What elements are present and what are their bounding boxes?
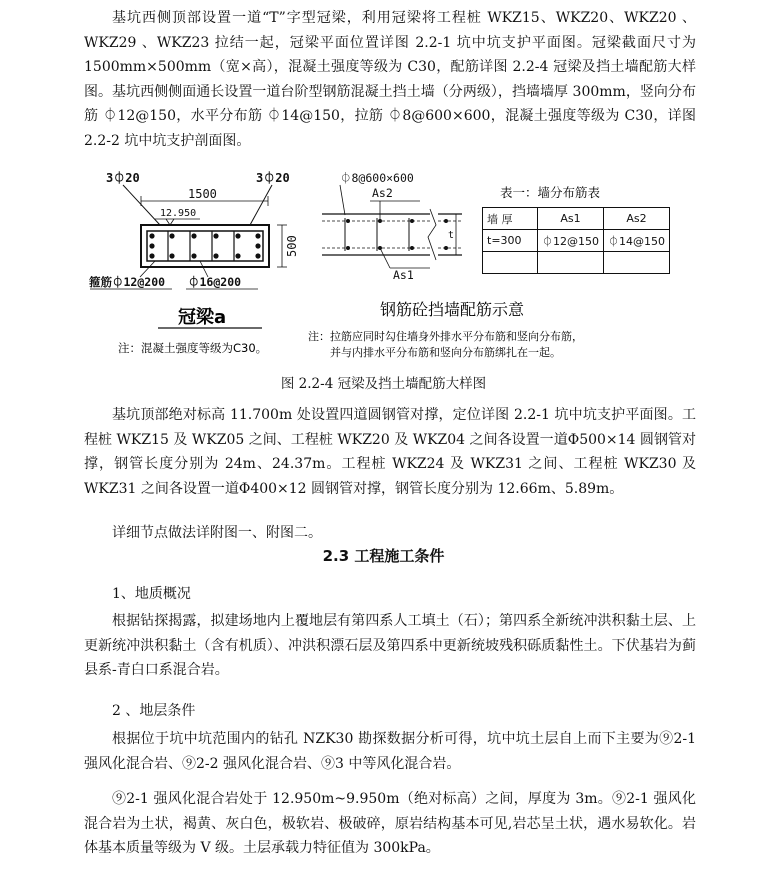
section-title: 2.3 工程施工条件 <box>322 547 445 565</box>
beam-elevation-label: 12.950 <box>160 208 197 219</box>
beam-stirrup-label: 箍筋⏀12@200 <box>89 275 166 289</box>
table-row <box>483 252 670 274</box>
table-cell-empty <box>604 252 670 274</box>
wall-distribution-table <box>482 207 670 274</box>
wall-note-line-1: 注：拉筋应同时勾住墙身外排水平分布筋和竖向分布筋， <box>308 330 583 343</box>
paragraph-weathered-rock: ⑨2-1 强风化混合岩处于 12.950m~9.950m（绝对标高）之间，厚度为 3m。⑨2-1 强风化混合岩为土状，褐黄、灰白色，极软岩、极破碎，原岩结构基本可见,岩芯呈土状，遇水易软化。岩体基本质量等级为 V 级。土层承载力特征值为 300kPa。 <box>84 791 696 856</box>
figure-caption: 图 2.2-4 冠梁及挡土墙配筋大样图 <box>280 376 487 392</box>
wall-as1-label: As1 <box>393 268 414 282</box>
beam-bottom-bar-label: ⏀16@200 <box>188 275 242 289</box>
subsection-geology: 1、地质概况 <box>112 586 191 602</box>
paragraph-strata: 根据位于坑中坑范围内的钻孔 NZK30 勘探数据分析可得，坑中坑土层自上而下主要为⑨2-1 强风化混合岩、⑨2-2 强风化混合岩、⑨3 中等风化混合岩。 <box>84 731 696 772</box>
wall-thickness-label: t <box>448 230 455 241</box>
table-cell: ⏀14@150 <box>604 230 670 252</box>
wall-table-title: 表一：墙分布筋表 <box>500 185 601 200</box>
beam-width-dimension: 1500 <box>188 187 217 201</box>
table-header-cell: As2 <box>604 208 670 230</box>
paragraph-geology: 根据钻探揭露，拟建场地内上覆地层有第四系人工填土（石）；第四系全新统冲洪积黏土层、上更新统冲洪积黏土（含有机质）、冲洪积漂石层及第四系中更新统坡残积砾质黏性土。下伏基岩为蓟县系-青白口系混合岩。 <box>84 613 696 678</box>
table-header-row <box>483 208 670 230</box>
wall-as2-label: As2 <box>372 186 393 200</box>
paragraph-node-reference: 详细节点做法详附图一、附图二。 <box>112 525 322 541</box>
wall-tie-label: ⏀8@600×600 <box>340 171 414 185</box>
paragraph-crown-beam: 基坑西侧顶部设置一道“T”字型冠梁，利用冠梁将工程桩 WKZ15、WKZ20、WKZ20 、WKZ29 、WKZ23 拉结一起，冠梁平面位置详图 2.2-1 坑中坑支护平面图。冠梁截面尺寸为 1500mm×500mm（宽×高），混凝土强度等级为 C30，配筋详图 2.2-4 冠梁及挡土墙配筋大样图。基坑西侧侧面通长设置一道台阶型钢筋混凝土挡土墙（分两级），挡墙墙厚 300mm，竖向分布筋 ⏀12@150，水平分布筋 ⏀14@150，拉筋 ⏀8@600×600，混凝土强度等级为 C30，详图 2.2-2 坑中坑支护剖面图。 <box>84 10 696 149</box>
table-cell-empty <box>483 252 538 274</box>
paragraph-steel-struts: 基坑顶部绝对标高 11.700m 处设置四道圆钢管对撑，定位详图 2.2-1 坑中坑支护平面图。工程桩 WKZ15 及 WKZ05 之间、工程桩 WKZ20 及 WKZ04 之间各设置一道Φ500×14 圆钢管对撑，钢管长度分别为 24m、24.37m。工程桩 WKZ24 及 WKZ31 之间、工程桩 WKZ30 及 WKZ31 之间各设置一道Φ400×12 圆钢管对撑，钢管长度分别为 12.66m、5.89m。 <box>84 407 696 497</box>
table-cell: ⏀12@150 <box>538 230 604 252</box>
crown-beam-section <box>89 170 299 355</box>
beam-top-right-bar-label: 3⏀20 <box>256 171 290 185</box>
beam-note: 注：混凝土强度等级为C30。 <box>118 341 268 355</box>
table-header-cell: As1 <box>538 208 604 230</box>
beam-top-left-bar-label: 3⏀20 <box>106 171 140 185</box>
wall-note-line-2: 并与内排水平分布筋和竖向分布筋绑扎在一起。 <box>330 346 561 359</box>
table-row <box>483 230 670 252</box>
table-cell: t=300 <box>483 230 538 252</box>
wall-title: 钢筋砼挡墙配筋示意 <box>380 300 525 319</box>
table-cell-empty <box>538 252 604 274</box>
figure-reinforcement-detail <box>0 165 767 365</box>
beam-height-dimension: 500 <box>285 235 299 257</box>
subsection-strata: 2 、地层条件 <box>112 703 196 719</box>
table-header-cell: 墙 厚 <box>483 208 538 230</box>
beam-title: 冠梁a <box>178 307 227 328</box>
